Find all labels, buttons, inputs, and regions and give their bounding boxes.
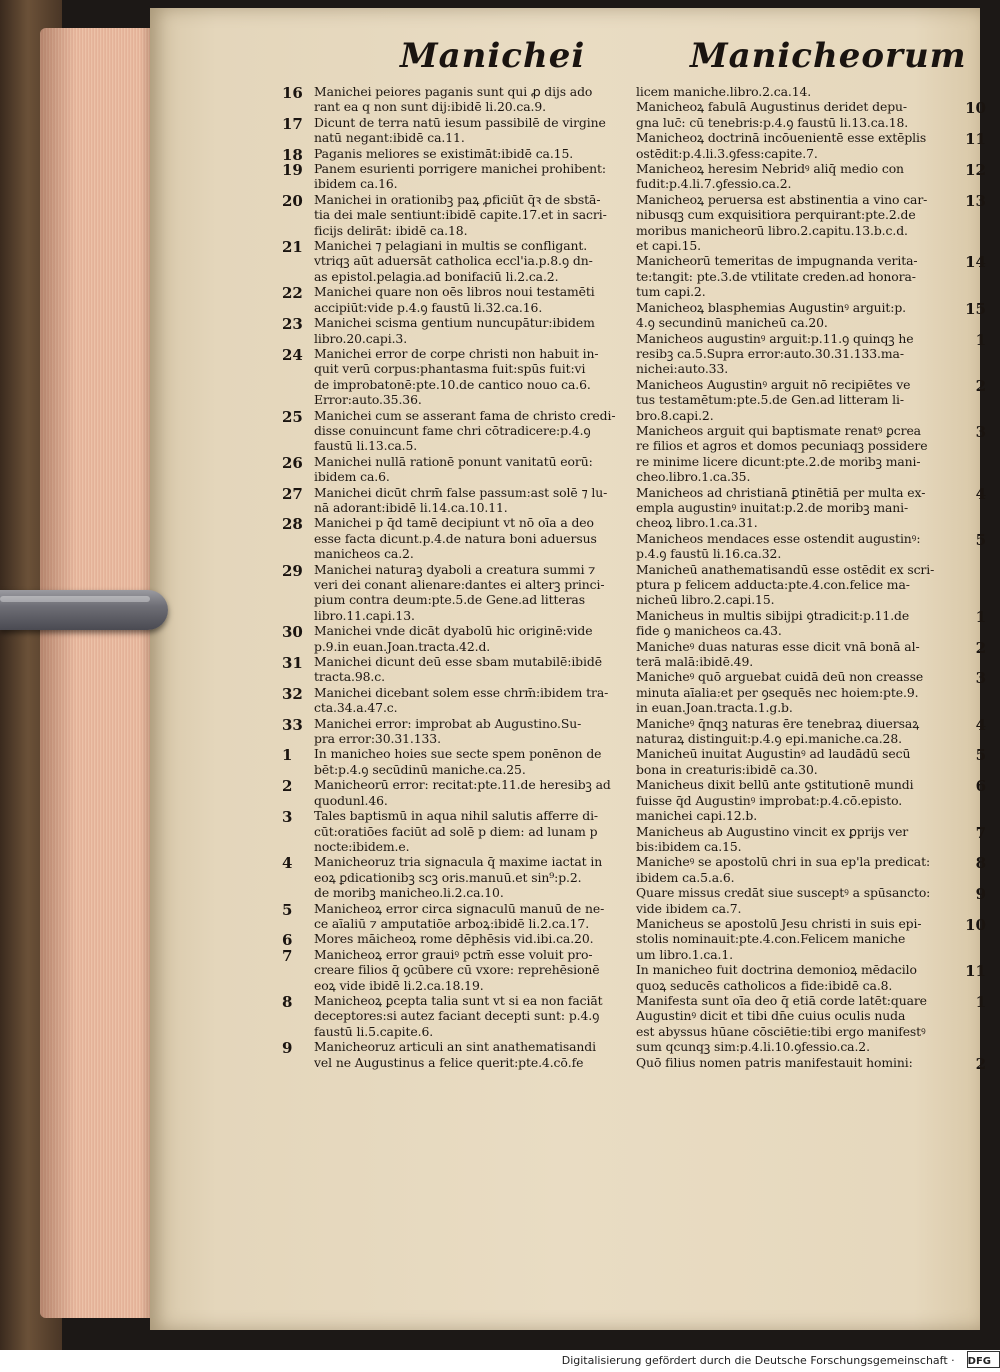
index-entry [284, 515, 624, 561]
entry-text: licem maniche.libro.2.ca.14. [636, 84, 812, 99]
entry-text: Manicheꝰ quō arguebat cuidā deū non creasse minuta aīalia:et per ꝯsequēs nec hoiem:pte.9. in euan.Joan.tracta.1.g.b. [636, 669, 924, 716]
entry-text: Manicheus in multis sibijpi ꝯtradicit:p.11.de fide ꝯ manicheos ca.43. [636, 607, 910, 639]
entry-text: Manichei naturaꝫ dyaboli a creatura summi ⁊ veri dei conant alienare:dantes ei alterꝫ princi- pium contra deum:pte.5.de Gene.ad litteras libro.11.capi.13. [314, 561, 605, 623]
entry-text: In manicheo hoies sue secte spem ponēnon de bēt:p.4.ꝯ secūdinū maniche.ca.25. [314, 746, 602, 777]
entry-number: 6 [282, 931, 293, 950]
entry-number: 24 [282, 345, 303, 364]
entry-text: Manicheoꝝ ꝑcepta talia sunt vt si ea non faciāt deceptores:si autez faciant decepti sunt: p.4.ꝯ faustū li.5.capite.6. [314, 992, 603, 1039]
entry-number: 26 [282, 453, 303, 472]
entry-text: Paganis meliores se existimāt:ibidē ca.15. [314, 145, 574, 161]
index-entry [632, 253, 986, 300]
entry-text: Manichei dicebant solem esse chrm̄:ibidem tra- cta.34.a.47.c. [314, 684, 609, 716]
entry-text: Manicheoꝝ heresim Nebridꝰ aliq̄ medio con fudit:p.4.li.7.ꝯfessio.ca.2. [636, 161, 904, 192]
entry-text: Dicunt de terra natū iesum passibilē de virgine natū negant:ibidē ca.11. [314, 114, 606, 146]
entry-number: 21 [282, 238, 303, 257]
entry-number: 22 [282, 284, 303, 303]
entry-text: Manichei quare non oēs libros noui testamēti accipiūt:vide p.4.ꝯ faustū li.32.ca.16. [314, 284, 595, 315]
entry-text: Quō filius nomen patris manifestauit homini: [636, 1054, 913, 1070]
entry-text: Manichei p q̄d tamē decipiunt vt nō oīa a deo esse facta dicunt.p.4.de natura boni aduersus manicheos ca.2. [314, 515, 597, 562]
entry-number: 7 [975, 823, 986, 842]
index-column-left [284, 84, 624, 1070]
index-entry [284, 746, 624, 777]
entry-number: 19 [282, 161, 303, 180]
entry-number: 4 [282, 854, 293, 873]
entry-text: Manicheꝰ duas naturas esse dicit vnā bonā al- terā malā:ibidē.49. [636, 638, 920, 670]
index-entry [284, 485, 624, 516]
entry-text: Manichei vnde dicāt dyabolū hic originē:vide p.9.in euan.Joan.tracta.42.d. [314, 623, 593, 654]
index-entry [632, 299, 986, 331]
index-entry [284, 346, 624, 408]
entry-text: Tales baptismū in aqua nihil salutis afferre di- cūt:oratiōes faciūt ad solē p diem: ad lunam p nocte:ibidem.e. [314, 808, 599, 854]
entry-number: 2 [282, 777, 293, 796]
entry-text: Manicheus dixit bellū ante ꝯstitutionē mundi fuisse q̄d Augustinꝰ improbat:p.4.cō.episto. manichei capi.12.b. [636, 777, 914, 824]
entry-number: 10 [965, 99, 986, 118]
page-block-shadow [40, 28, 158, 1318]
entry-text: Manicheos ad christianā ꝑtinētiā per multa ex- empla augustinꝰ inuitat:p.2.de moribꝫ mani- cheoꝝ libro.1.ca.31. [636, 484, 926, 531]
entry-number: 4 [975, 484, 986, 503]
index-entry [284, 947, 624, 993]
digitization-footer [0, 1350, 1000, 1372]
entry-text: Manichei nullā rationē ponunt vanitatū eorū: ibidem ca.6. [314, 453, 593, 485]
index-entry [632, 530, 986, 562]
index-entry [632, 484, 986, 531]
entry-number: 8 [975, 854, 986, 873]
index-column-right [632, 84, 986, 1073]
entry-text: Manicheꝰ se apostolū chri in sua ep'la predicat: ibidem ca.5.a.6. [636, 854, 931, 885]
entry-number: 3 [975, 422, 986, 441]
index-entry [284, 623, 624, 654]
entry-number: 32 [282, 684, 303, 703]
running-header-right: Manicheorum [690, 36, 967, 76]
entry-text: Manichei ⁊ pelagiani in multis se confligant. vtriqꝫ aūt aduersāt catholica eccl'ia.p.8.ꝯ dn- as epistol.pelagia.ad bonifaciū li.2.ca.2. [314, 238, 593, 284]
entry-text: Manichei dicūt chrm̄ false passum:ast solē ⁊ lu- nā adorant:ibidē li.14.ca.10.11. [314, 484, 608, 515]
entry-text: Manicheos Augustinꝰ arguit nō recipiētes ve tus testamētum:pte.5.de Gen.ad litteram li- bro.8.capi.2. [636, 376, 911, 423]
entry-number: 33 [282, 715, 303, 734]
entry-text: Manichei peiores paganis sunt qui ꝓ dijs ado rant ea q non sunt dij:ibidē li.20.ca.9. [314, 84, 593, 115]
index-entry [282, 931, 624, 950]
entry-number: 16 [282, 84, 303, 102]
entry-number: 23 [282, 315, 303, 334]
entry-text: Manicheū inuitat Augustinꝰ ad laudādū secū bona in creaturis:ibidē ca.30. [636, 746, 911, 777]
entry-number: 5 [282, 900, 293, 919]
index-entry [632, 84, 962, 99]
index-entry [632, 854, 986, 885]
entry-text: Manichei cum se asserant fama de christo credi- disse conuincunt fame chri cōtradicere:p.4.ꝯ faustū li.13.ca.5. [314, 407, 616, 454]
entry-number: 2 [975, 376, 986, 395]
entry-number: 8 [282, 992, 293, 1011]
index-entry [632, 823, 986, 855]
entry-number: 17 [282, 114, 303, 133]
entry-number: 31 [282, 654, 303, 673]
entry-number: 13 [965, 191, 986, 210]
entry-number: 3 [975, 669, 986, 688]
index-entry [284, 84, 624, 115]
entry-number: 9 [282, 1039, 293, 1058]
index-entry [284, 716, 624, 747]
index-entry [632, 962, 986, 993]
index-entry [632, 422, 986, 485]
entry-number: 11 [965, 962, 986, 981]
index-entry [284, 901, 624, 932]
entry-text: Manicheoruz tria signacula q̄ maxime iactat in eoꝝ ꝑdicationibꝫ scꝫ oris.manuū.et sin⁹:p.2. de moribꝫ manicheo.li.2.ca.10. [314, 854, 603, 901]
index-entry [632, 669, 986, 716]
entry-text: Manicheoꝝ peruersa est abstinentia a vino car- nibusqꝫ cum exquisitiora perquirant:pte.2.de moribus manicheorū libro.2.capitu.13.b.c.d. et capi.15. [636, 191, 928, 254]
index-entry [284, 1039, 624, 1070]
entry-text: Manicheos mendaces esse ostendit augustinꝰ: p.4.ꝯ faustū li.16.ca.32. [636, 530, 921, 562]
entry-number: 5 [975, 530, 986, 549]
entry-text: Manicheoꝝ error circa signaculū manuū de ne- ce aīaliū ⁊ amputatiōe arboꝝ:ibidē li.2.ca.17. [314, 900, 605, 931]
running-header-left: Manichei [400, 36, 586, 76]
index-entry [284, 192, 624, 238]
index-entry [284, 115, 624, 146]
entry-number: 14 [965, 253, 986, 272]
entry-text: Manicheoꝝ error grauiꝰ pctm̄ esse voluit pro- creare filios q̄ ꝯcūbere cū vxore: reprehēsionē eoꝝ vide ibidē li.2.ca.18.19. [314, 946, 600, 993]
entry-number: 1 [975, 992, 986, 1011]
index-entry [284, 238, 624, 284]
index-entry [284, 562, 624, 624]
entry-text: In manicheo fuit doctrina demonioꝝ mēdacilo quoꝝ seducēs catholicos a fide:ibidē ca.8. [636, 962, 917, 993]
entry-number: 9 [975, 885, 986, 904]
index-entry [284, 854, 624, 900]
index-entry [632, 715, 986, 747]
entry-text: Manicheꝰ q̄nqꝫ naturas ēre tenebraꝝ diuersaꝝ naturaꝝ distinguit:p.4.ꝯ epi.maniche.ca.28. [636, 715, 920, 747]
index-entry [632, 915, 986, 962]
entry-number: 2 [975, 638, 986, 657]
entry-number: 1 [975, 330, 986, 349]
index-entry [284, 454, 624, 485]
entry-number: 4 [975, 715, 986, 734]
index-entry [284, 315, 624, 346]
entry-text: Mores māicheoꝝ rome dēphēsis vid.ibi.ca.20. [314, 931, 594, 947]
index-entry [632, 885, 986, 916]
entry-number: 12 [965, 161, 986, 180]
entry-number: 2 [975, 1054, 986, 1073]
entry-text: Manicheus se apostolū Jesu christi in suis epi- stolis nominauit:pte.4.con.Felicem maniche um libro.1.ca.1. [636, 915, 922, 962]
entry-text: Manichei error de corpe christi non habuit in- quit verū corpus:phantasma fuit:spūs fuit:vi de improbatonē:pte.10.de cantico nouo ca.6. Error:auto.35.36. [314, 345, 599, 408]
page-clip-highlight [0, 596, 150, 602]
entry-number: 27 [282, 484, 303, 503]
index-entry [284, 993, 624, 1039]
entry-number: 11 [965, 130, 986, 149]
entry-number: 15 [965, 299, 986, 318]
index-entry [632, 1054, 986, 1073]
entry-number: 7 [282, 946, 293, 965]
index-entry [632, 376, 986, 423]
entry-text: Manichei in orationibꝫ paꝝ ꝓficiūt q̄ꝛ de sbstā- tia dei male sentiunt:ibidē capite.17.et in sacri- ficijs delirāt: ibidē ca.18. [314, 191, 607, 238]
entry-text: Manicheū anathematisandū esse ostēdit ex scri- ptura p felicem adducta:pte.4.con.felice ma- nicheū libro.2.capi.15. [636, 561, 935, 608]
entry-number: 1 [975, 607, 986, 626]
index-entry [284, 284, 624, 315]
entry-text: Manicheos augustinꝰ arguit:p.11.ꝯ quinqꝫ he resibꝫ ca.5.Supra error:auto.30.31.133.ma- nichei:auto.33. [636, 330, 914, 377]
index-entry [632, 99, 986, 130]
index-entry [284, 685, 624, 716]
entry-number: 6 [975, 777, 986, 796]
index-entry [632, 161, 986, 192]
entry-text: Manifesta sunt oīa deo q̄ etiā corde latēt:quare Augustinꝰ dicit et tibi dn̄e cuius oculis nuda est abyssus hūane cōsciētie:tibi ergo manifestꝰ sum qcunqꝫ sim:p.4.li.10.ꝯfessio.ca.2. [636, 992, 927, 1055]
dfg-logo: DFG [967, 1351, 1000, 1368]
entry-number: 25 [282, 407, 303, 426]
entry-number: 5 [975, 746, 986, 765]
index-entry [284, 161, 624, 192]
entry-number: 28 [282, 515, 303, 534]
index-entry [284, 808, 624, 854]
entry-text: Manicheos arguit qui baptismate renatꝰ ꝑcrea re filios et agros et domos pecuniaqꝫ possidere re minime licere dicunt:pte.2.de moribꝫ mani- cheo.libro.1.ca.35. [636, 422, 928, 485]
entry-text: Manichei error: improbat ab Augustino.Su- pra error:30.31.133. [314, 715, 582, 747]
entry-text: Manicheoꝝ fabulā Augustinus deridet depu- gna luc̄: cū tenebris:p.4.ꝯ faustū li.13.ca.18. [636, 99, 909, 130]
entry-number: 1 [282, 746, 293, 765]
entry-number: 18 [282, 145, 303, 164]
index-entry [632, 330, 986, 377]
index-entry [632, 992, 986, 1055]
index-entry [632, 777, 986, 824]
index-entry [282, 145, 624, 164]
entry-text: Manicheoꝝ blasphemias Augustinꝰ arguit:p. 4.ꝯ secundinū manicheū ca.20. [636, 299, 907, 331]
entry-number: 20 [282, 191, 303, 210]
entry-text: Panem esurienti porrigere manichei prohibent: ibidem ca.16. [314, 161, 606, 192]
index-entry [284, 408, 624, 454]
entry-text: Manicheorū temeritas de impugnanda verita- te:tangit: pte.3.de vtilitate creden.ad honora- tum capi.2. [636, 253, 918, 300]
entry-text: Manicheus ab Augustino vincit ex ꝑprijs ver bis:ibidem ca.15. [636, 823, 909, 854]
entry-text: Manicheoruz articuli an sint anathematisandi vel ne Augustinus a felice querit:pte.4.cō.fe [314, 1039, 597, 1070]
entry-text: Manicheoꝝ doctrinā incōuenientē esse extēplis ostēdit:p.4.li.3.ꝯfess:capite.7. [636, 130, 927, 161]
index-entry [632, 638, 986, 670]
entry-number: 3 [282, 808, 293, 827]
index-entry [632, 130, 986, 161]
footer-credit: Digitalisierung gefördert durch die Deutsche Forschungsgemeinschaft · [561, 1354, 955, 1367]
entry-text: Manichei scisma gentium nuncupātur:ibidem libro.20.capi.3. [314, 315, 595, 346]
index-entry [632, 607, 986, 639]
index-entry [632, 191, 986, 254]
index-entry [632, 562, 962, 608]
entry-number: 10 [965, 915, 986, 934]
entry-number: 30 [282, 623, 303, 642]
entry-text: Quare missus credāt siue susceptꝰ a spūsancto: vide ibidem ca.7. [636, 885, 931, 916]
entry-number: 29 [282, 561, 303, 580]
index-entry [632, 746, 986, 777]
entry-text: Manicheorū error: recitat:pte.11.de heresibꝫ ad quodunl.46. [314, 777, 611, 808]
index-entry [284, 777, 624, 808]
entry-text: Manichei dicunt deū esse sbam mutabilē:ibidē tracta.98.c. [314, 654, 602, 685]
index-entry [284, 654, 624, 685]
